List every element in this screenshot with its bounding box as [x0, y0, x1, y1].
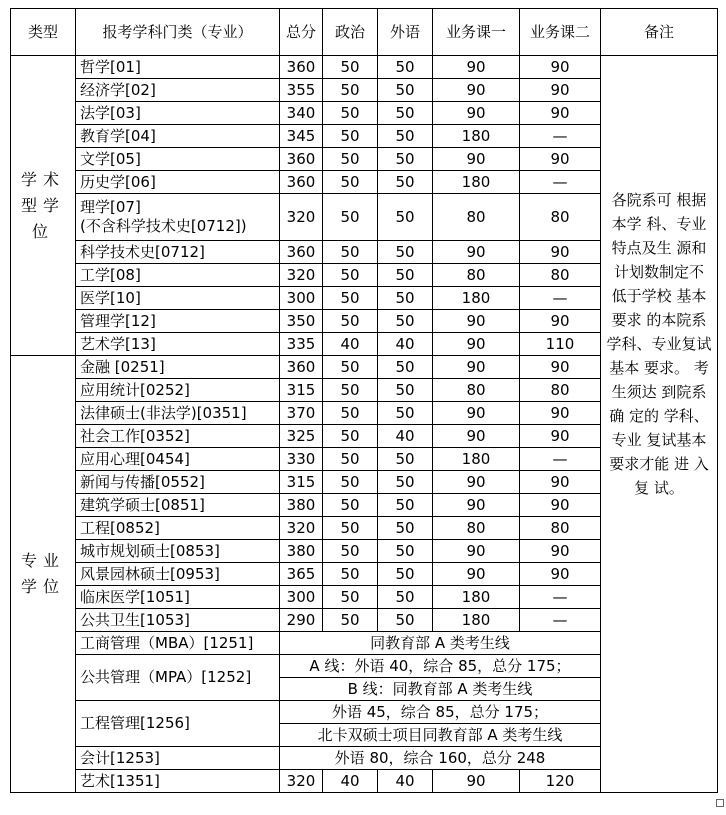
politics-value: 50: [323, 379, 378, 402]
course2-value: 90: [520, 402, 601, 425]
group-professional-label: 专业学位: [20, 551, 65, 596]
politics-value: 50: [323, 609, 378, 632]
table-row: [11, 770, 718, 793]
course1-value: 180: [433, 287, 520, 310]
subject-name: 新闻与传播[0552]: [76, 471, 280, 494]
total-value: 360: [280, 356, 323, 379]
course2-value: 90: [520, 79, 601, 102]
subject-name: 工商管理（MBA）[1251]: [76, 632, 280, 655]
subject-name: 公共卫生[1053]: [76, 609, 280, 632]
language-value: 50: [378, 264, 433, 287]
language-value: 50: [378, 448, 433, 471]
course2-value: 90: [520, 102, 601, 125]
course1-value: 90: [433, 333, 520, 356]
course1-value: 180: [433, 609, 520, 632]
politics-value: 50: [323, 356, 378, 379]
politics-value: 50: [323, 517, 378, 540]
subject-name-note: (不含科学技术史[0712]): [80, 217, 247, 235]
politics-value: 40: [323, 770, 378, 793]
group-academic: [11, 56, 76, 356]
subject-name: 法学[03]: [76, 102, 280, 125]
language-value: 50: [378, 241, 433, 264]
course1-value: 90: [433, 425, 520, 448]
course1-value: 80: [433, 517, 520, 540]
course2-value: 90: [520, 148, 601, 171]
merged-requirement-b: B 线：同教育部 A 类考生线: [280, 678, 601, 701]
course2-value: 90: [520, 356, 601, 379]
table-resize-handle[interactable]: [716, 799, 724, 807]
total-value: 365: [280, 563, 323, 586]
course1-value: 90: [433, 402, 520, 425]
language-value: 50: [378, 494, 433, 517]
note-empty-cell: [601, 632, 718, 655]
politics-value: 50: [323, 586, 378, 609]
language-value: 50: [378, 402, 433, 425]
table-row: [11, 747, 718, 770]
total-value: 360: [280, 171, 323, 194]
language-value: 50: [378, 356, 433, 379]
course1-value: 80: [433, 194, 520, 241]
header-type: 类型: [11, 9, 76, 56]
subject-name: 应用心理[0454]: [76, 448, 280, 471]
course2-value: 90: [520, 241, 601, 264]
header-total: 总分: [280, 9, 323, 56]
course2-value: 90: [520, 494, 601, 517]
total-value: 330: [280, 448, 323, 471]
merged-requirement: 同教育部 A 类考生线: [280, 632, 601, 655]
subject-name: 经济学[02]: [76, 79, 280, 102]
total-value: 360: [280, 148, 323, 171]
course2-value: 120: [520, 770, 601, 793]
language-value: 50: [378, 609, 433, 632]
note-text: 各院系可 根据本学 科、专业 特点及生 源和计划数制定不 低于学校 基本要求 的本院系 学科、专业复试基本 要求。 考生须达 到院系确 定的 学科、专业 复试基本 要求才能 进 入复 试。: [606, 190, 712, 497]
language-value: 50: [378, 586, 433, 609]
total-value: 360: [280, 241, 323, 264]
total-value: 315: [280, 471, 323, 494]
subject-name: 艺术[1351]: [76, 770, 280, 793]
total-value: 300: [280, 586, 323, 609]
total-value: 350: [280, 310, 323, 333]
subject-name: 社会工作[0352]: [76, 425, 280, 448]
politics-value: 50: [323, 310, 378, 333]
subject-name: 应用统计[0252]: [76, 379, 280, 402]
header-note: 备注: [601, 9, 718, 56]
merged-requirement-a: A 线：外语 40，综合 85，总分 175；: [280, 655, 601, 678]
politics-value: 50: [323, 540, 378, 563]
politics-value: 50: [323, 125, 378, 148]
course2-value: 90: [520, 563, 601, 586]
course2-value: 110: [520, 333, 601, 356]
subject-name: 公共管理（MPA）[1252]: [76, 655, 280, 701]
course1-value: 90: [433, 471, 520, 494]
politics-value: 50: [323, 563, 378, 586]
subject-name: 艺术学[13]: [76, 333, 280, 356]
language-value: 50: [378, 540, 433, 563]
politics-value: 50: [323, 448, 378, 471]
note-empty-cell: [601, 701, 718, 747]
header-politics: 政治: [323, 9, 378, 56]
course1-value: 90: [433, 79, 520, 102]
group-professional: [11, 356, 76, 793]
total-value: 380: [280, 540, 323, 563]
course2-value: 80: [520, 194, 601, 241]
language-value: 50: [378, 56, 433, 79]
language-value: 50: [378, 310, 433, 333]
language-value: 50: [378, 125, 433, 148]
subject-name: 城市规划硕士[0853]: [76, 540, 280, 563]
politics-value: 50: [323, 148, 378, 171]
language-value: 50: [378, 287, 433, 310]
table-row: [11, 655, 718, 678]
language-value: 50: [378, 563, 433, 586]
course2-value: —: [520, 171, 601, 194]
merged-requirement-b: 北卡双硕士项目同教育部 A 类考生线: [280, 724, 601, 747]
course1-value: 90: [433, 310, 520, 333]
course1-value: 90: [433, 148, 520, 171]
note-empty-cell: [601, 770, 718, 793]
total-value: 320: [280, 264, 323, 287]
course1-value: 90: [433, 770, 520, 793]
total-value: 325: [280, 425, 323, 448]
subject-name: 理学[07]: [80, 198, 141, 216]
note-cell: [601, 56, 718, 632]
merged-requirement: 外语 80，综合 160，总分 248: [280, 747, 601, 770]
header-course2: 业务课二: [520, 9, 601, 56]
course1-value: 80: [433, 264, 520, 287]
course2-value: —: [520, 448, 601, 471]
course1-value: 90: [433, 102, 520, 125]
language-value: 40: [378, 333, 433, 356]
score-requirements-table: [10, 8, 718, 793]
subject-name: 临床医学[1051]: [76, 586, 280, 609]
header-course1: 业务课一: [433, 9, 520, 56]
course1-value: 180: [433, 448, 520, 471]
merged-requirement-a: 外语 45，综合 85，总分 175；: [280, 701, 601, 724]
course2-value: —: [520, 586, 601, 609]
language-value: 50: [378, 148, 433, 171]
politics-value: 40: [323, 333, 378, 356]
course2-value: 90: [520, 471, 601, 494]
language-value: 50: [378, 194, 433, 241]
total-value: 380: [280, 494, 323, 517]
politics-value: 50: [323, 102, 378, 125]
subject-name: 教育学[04]: [76, 125, 280, 148]
politics-value: 50: [323, 194, 378, 241]
politics-value: 50: [323, 494, 378, 517]
course2-value: 90: [520, 56, 601, 79]
course2-value: 80: [520, 379, 601, 402]
total-value: 355: [280, 79, 323, 102]
language-value: 50: [378, 171, 433, 194]
course2-value: 90: [520, 540, 601, 563]
note-empty-cell: [601, 747, 718, 770]
course2-value: 90: [520, 425, 601, 448]
course1-value: 180: [433, 125, 520, 148]
subject-name: 工程[0852]: [76, 517, 280, 540]
course1-value: 90: [433, 241, 520, 264]
course2-value: —: [520, 609, 601, 632]
total-value: 360: [280, 56, 323, 79]
total-value: 370: [280, 402, 323, 425]
politics-value: 50: [323, 264, 378, 287]
course1-value: 90: [433, 563, 520, 586]
subject-name: 会计[1253]: [76, 747, 280, 770]
total-value: 345: [280, 125, 323, 148]
politics-value: 50: [323, 425, 378, 448]
subject-name: 法律硕士(非法学)[0351]: [76, 402, 280, 425]
course1-value: 90: [433, 494, 520, 517]
subject-name: 科学技术史[0712]: [76, 241, 280, 264]
course1-value: 180: [433, 171, 520, 194]
subject-name: 工学[08]: [76, 264, 280, 287]
table-header-row: [11, 9, 718, 56]
header-language: 外语: [378, 9, 433, 56]
course2-value: 90: [520, 310, 601, 333]
language-value: 50: [378, 79, 433, 102]
language-value: 40: [378, 425, 433, 448]
subject-name: 工程管理[1256]: [76, 701, 280, 747]
language-value: 50: [378, 379, 433, 402]
language-value: 50: [378, 471, 433, 494]
total-value: 315: [280, 379, 323, 402]
politics-value: 50: [323, 402, 378, 425]
politics-value: 50: [323, 79, 378, 102]
subject-cell: [76, 194, 280, 241]
politics-value: 50: [323, 471, 378, 494]
table-row: [11, 701, 718, 724]
subject-name: 历史学[06]: [76, 171, 280, 194]
total-value: 335: [280, 333, 323, 356]
politics-value: 50: [323, 171, 378, 194]
course2-value: —: [520, 125, 601, 148]
course1-value: 90: [433, 56, 520, 79]
language-value: 50: [378, 102, 433, 125]
subject-name: 管理学[12]: [76, 310, 280, 333]
total-value: 320: [280, 770, 323, 793]
total-value: 300: [280, 287, 323, 310]
course2-value: —: [520, 287, 601, 310]
language-value: 50: [378, 517, 433, 540]
group-academic-label: 学术型学位: [20, 169, 65, 241]
language-value: 40: [378, 770, 433, 793]
total-value: 340: [280, 102, 323, 125]
course2-value: 80: [520, 264, 601, 287]
subject-name: 文学[05]: [76, 148, 280, 171]
course2-value: 80: [520, 517, 601, 540]
course1-value: 180: [433, 586, 520, 609]
course1-value: 90: [433, 540, 520, 563]
table-row: [11, 632, 718, 655]
course1-value: 80: [433, 379, 520, 402]
total-value: 320: [280, 517, 323, 540]
politics-value: 50: [323, 56, 378, 79]
subject-name: 风景园林硕士[0953]: [76, 563, 280, 586]
course1-value: 90: [433, 356, 520, 379]
subject-name: 医学[10]: [76, 287, 280, 310]
table-row: [11, 56, 718, 79]
politics-value: 50: [323, 287, 378, 310]
politics-value: 50: [323, 241, 378, 264]
subject-name: 建筑学硕士[0851]: [76, 494, 280, 517]
note-empty-cell: [601, 655, 718, 701]
subject-name: 哲学[01]: [76, 56, 280, 79]
header-subject: 报考学科门类（专业）: [76, 9, 280, 56]
total-value: 320: [280, 194, 323, 241]
total-value: 290: [280, 609, 323, 632]
subject-name: 金融 [0251]: [76, 356, 280, 379]
